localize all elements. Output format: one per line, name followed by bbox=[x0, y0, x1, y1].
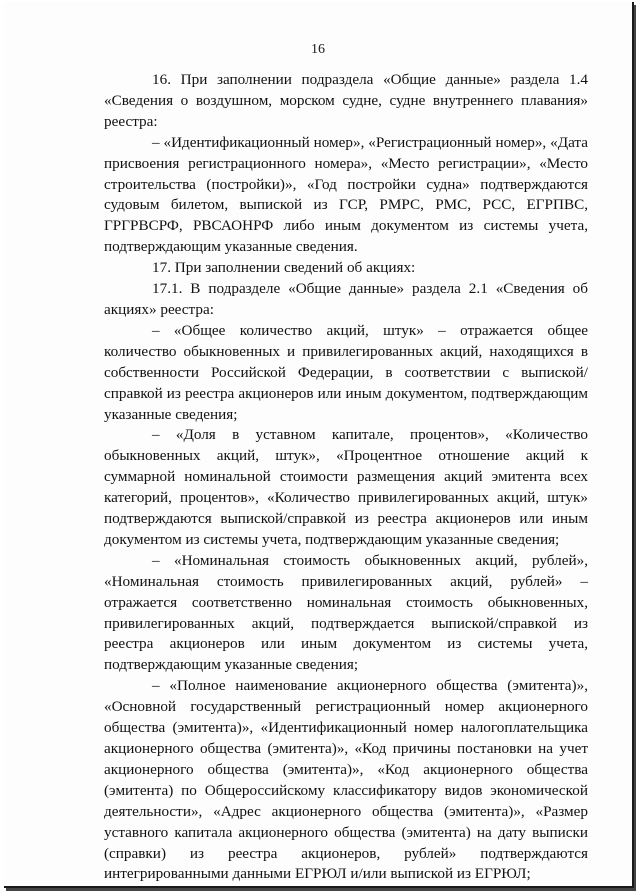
paragraph-nominal-value: – «Номинальная стоимость обыкновенных акций, рублей», «Номинальная стоимость привилегированных акций, рублей» – отражается соответственно номинальная стоимость обыкновенных, привилегированных акций, подтверждается выпиской/справкой из реестра акционеров или иным документом из системы учета, подтверждающим указанные сведения; bbox=[104, 551, 588, 674]
paragraph-16: 16. При заполнении подраздела «Общие данные» раздела 1.4 «Сведения о воздушном, морском судне, судне внутреннего плавания» реестра: bbox=[104, 71, 588, 130]
paragraph-share-percentage: – «Доля в уставном капитале, процентов», «Количество обыкновенных акций, штук», «Процентное отношение акций к суммарной номинальной стоимости размещения акций эмитента всех категорий, процентов», «Количество привилегированных акций, штук» подтверждаются выпиской/справкой из реестра акционеров или иным документом из системы учета, подтверждающим указанные сведения; bbox=[104, 426, 588, 548]
document-body bbox=[104, 70, 588, 885]
paragraph-17-1: 17.1. В подразделе «Общие данные» раздела 2.1 «Сведения об акциях» реестра: bbox=[104, 280, 588, 318]
paragraph-17: 17. При заполнении сведений об акциях: bbox=[152, 259, 416, 277]
document-page bbox=[4, 2, 634, 888]
paragraph-vessel-identifiers: – «Идентификационный номер», «Регистрационный номер», «Дата присвоения регистрационного номера», «Место регистрации», «Место строительства (постройки)», «Год постройки судна» подтверждаются судовым билетом, выпиской из ГСР, РМРС, РМС, РСС, ЕГРПВС, ГРГРВСРФ, РВСАОНРФ либо иным документом из системы учета, подтверждающим указанные сведения. bbox=[104, 133, 588, 256]
page-number: 16 bbox=[311, 42, 325, 57]
paragraph-issuer-details: – «Полное наименование акционерного общества (эмитента)», «Основной государственный регистрационный номер акционерного общества (эмитента)», «Идентификационный номер налогоплательщика акционерного общества (эмитента)», «Код причины постановки на учет акционерного общества (эмитента)», «Код акционерного общества (эмитента) по Общероссийскому классификатору видов экономической деятельности», «Адрес акционерного общества (эмитента)», «Размер уставного капитала акционерного общества (эмитента) на дату выписки (справки) из реестра акционеров, рублей» подтверждаются интегрированными данными ЕГРЮЛ и/или выпиской из ЕГРЮЛ; bbox=[104, 677, 588, 883]
paragraph-total-shares: – «Общее количество акций, штук» – отражается общее количество обыкновенных и привилегированных акций, находящихся в собственности Российской Федерации, в соответствии с выпиской/справкой из реестра акционеров или иным документом, подтверждающим указанные сведения; bbox=[104, 321, 588, 423]
